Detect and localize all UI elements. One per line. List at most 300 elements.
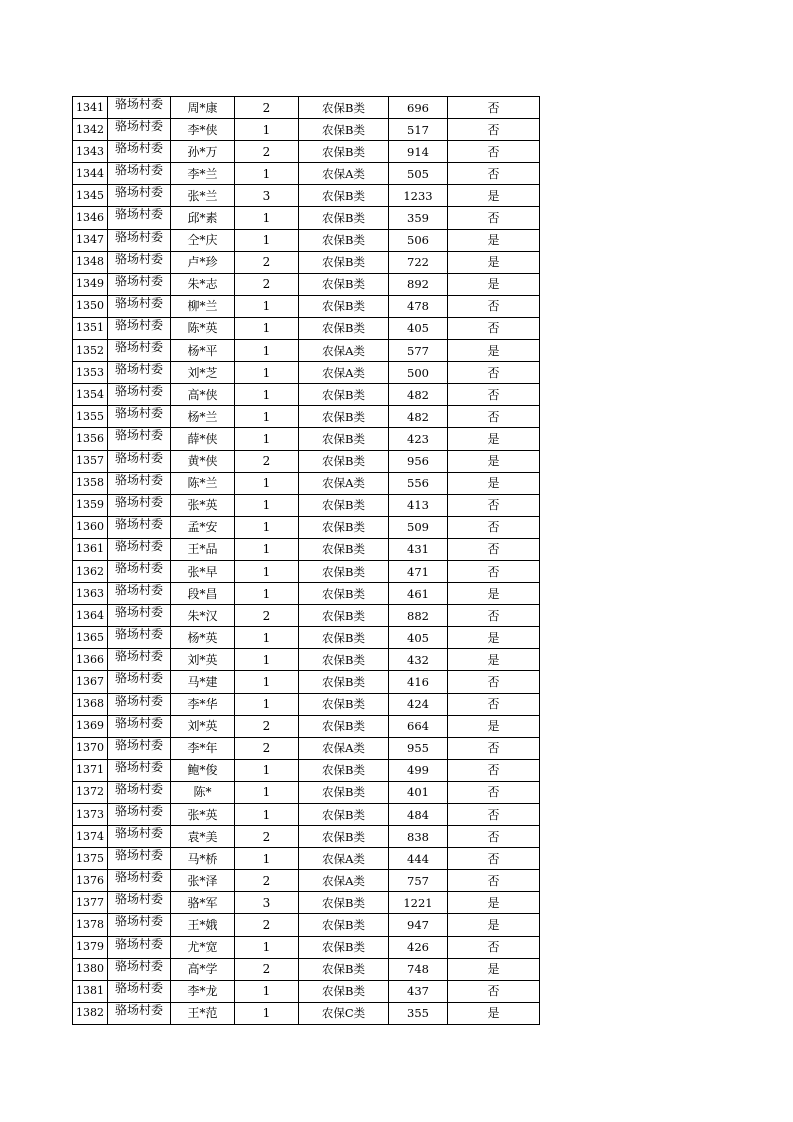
amount-cell: 556 [389, 472, 448, 494]
amount-cell: 484 [389, 804, 448, 826]
village-name-cell [108, 141, 171, 163]
insurance-type-cell: 农保B类 [299, 494, 389, 516]
table-row [73, 759, 540, 781]
amount-cell: 413 [389, 494, 448, 516]
flag-cell: 是 [448, 472, 540, 494]
row-index-cell: 1378 [73, 914, 108, 936]
flag-cell: 是 [448, 715, 540, 737]
village-name-text: 骆场村委 [114, 605, 163, 619]
person-name-cell: 孙*万 [171, 141, 235, 163]
village-name-text: 骆场村委 [114, 759, 163, 773]
table-row [73, 870, 540, 892]
amount-cell: 947 [389, 914, 448, 936]
person-name-cell: 邱*素 [171, 207, 235, 229]
row-index-cell: 1362 [73, 560, 108, 582]
amount-cell: 1233 [389, 185, 448, 207]
amount-cell: 505 [389, 163, 448, 185]
household-size-cell: 1 [235, 936, 299, 958]
person-name-cell: 杨*兰 [171, 406, 235, 428]
insurance-type-cell: 农保B类 [299, 671, 389, 693]
village-name-cell [108, 759, 171, 781]
table-row [73, 715, 540, 737]
amount-cell: 478 [389, 295, 448, 317]
row-index-cell: 1361 [73, 538, 108, 560]
insurance-type-cell: 农保A类 [299, 870, 389, 892]
household-size-cell: 1 [235, 583, 299, 605]
amount-cell: 444 [389, 848, 448, 870]
amount-cell: 509 [389, 516, 448, 538]
flag-cell: 是 [448, 251, 540, 273]
amount-cell: 748 [389, 958, 448, 980]
row-index-cell: 1353 [73, 362, 108, 384]
amount-cell: 405 [389, 627, 448, 649]
village-name-cell [108, 649, 171, 671]
village-name-text: 骆场村委 [114, 826, 163, 840]
person-name-cell: 李*侠 [171, 119, 235, 141]
insurance-type-cell: 农保B类 [299, 229, 389, 251]
household-size-cell: 1 [235, 428, 299, 450]
amount-cell: 506 [389, 229, 448, 251]
village-name-text: 骆场村委 [114, 229, 163, 243]
amount-cell: 955 [389, 737, 448, 759]
household-size-cell: 2 [235, 141, 299, 163]
person-name-cell: 张*泽 [171, 870, 235, 892]
village-name-text: 骆场村委 [114, 119, 163, 133]
table-row [73, 494, 540, 516]
row-index-cell: 1356 [73, 428, 108, 450]
insurance-type-cell: 农保B类 [299, 207, 389, 229]
row-index-cell: 1365 [73, 627, 108, 649]
village-name-cell [108, 251, 171, 273]
row-index-cell: 1348 [73, 251, 108, 273]
amount-cell: 471 [389, 560, 448, 582]
person-name-cell: 仝*庆 [171, 229, 235, 251]
table-row [73, 538, 540, 560]
village-name-cell [108, 627, 171, 649]
village-name-cell [108, 538, 171, 560]
row-index-cell: 1375 [73, 848, 108, 870]
person-name-cell: 刘*英 [171, 649, 235, 671]
village-name-cell [108, 97, 171, 119]
person-name-cell: 黄*侠 [171, 450, 235, 472]
insurance-type-cell: 农保B类 [299, 538, 389, 560]
household-size-cell: 2 [235, 826, 299, 848]
insurance-type-cell: 农保A类 [299, 737, 389, 759]
village-name-cell [108, 583, 171, 605]
person-name-cell: 陈*英 [171, 317, 235, 339]
flag-cell: 否 [448, 605, 540, 627]
person-name-cell: 马*建 [171, 671, 235, 693]
insurance-type-cell: 农保B类 [299, 627, 389, 649]
insurance-type-cell: 农保B类 [299, 605, 389, 627]
household-size-cell: 1 [235, 560, 299, 582]
flag-cell: 否 [448, 870, 540, 892]
table-row [73, 472, 540, 494]
village-name-text: 骆场村委 [114, 538, 163, 552]
village-name-cell [108, 693, 171, 715]
village-name-text: 骆场村委 [114, 450, 163, 464]
insurance-type-cell: 农保B类 [299, 185, 389, 207]
insurance-type-cell: 农保B类 [299, 516, 389, 538]
household-size-cell: 1 [235, 406, 299, 428]
village-name-text: 骆场村委 [114, 516, 163, 530]
flag-cell: 否 [448, 737, 540, 759]
amount-cell: 664 [389, 715, 448, 737]
person-name-cell: 王*范 [171, 1002, 235, 1024]
household-size-cell: 1 [235, 759, 299, 781]
village-name-cell [108, 295, 171, 317]
flag-cell: 否 [448, 826, 540, 848]
village-name-text: 骆场村委 [114, 406, 163, 420]
village-name-cell [108, 958, 171, 980]
household-size-cell: 1 [235, 1002, 299, 1024]
village-name-cell [108, 870, 171, 892]
flag-cell: 否 [448, 560, 540, 582]
amount-cell: 431 [389, 538, 448, 560]
village-name-cell [108, 892, 171, 914]
person-name-cell: 张*早 [171, 560, 235, 582]
household-size-cell: 1 [235, 362, 299, 384]
village-name-text: 骆场村委 [114, 340, 163, 354]
village-name-cell [108, 340, 171, 362]
table-row [73, 295, 540, 317]
table-row [73, 914, 540, 936]
row-index-cell: 1363 [73, 583, 108, 605]
village-name-text: 骆场村委 [114, 251, 163, 265]
insurance-type-cell: 农保B类 [299, 317, 389, 339]
amount-cell: 882 [389, 605, 448, 627]
village-name-text: 骆场村委 [114, 892, 163, 906]
insurance-type-cell: 农保B类 [299, 406, 389, 428]
person-name-cell: 李*年 [171, 737, 235, 759]
village-name-cell [108, 163, 171, 185]
village-name-cell [108, 384, 171, 406]
flag-cell: 是 [448, 649, 540, 671]
row-index-cell: 1347 [73, 229, 108, 251]
flag-cell: 是 [448, 185, 540, 207]
village-name-text: 骆场村委 [114, 848, 163, 862]
row-index-cell: 1349 [73, 273, 108, 295]
table-row [73, 97, 540, 119]
row-index-cell: 1351 [73, 317, 108, 339]
household-size-cell: 1 [235, 671, 299, 693]
village-name-text: 骆场村委 [114, 671, 163, 685]
row-index-cell: 1368 [73, 693, 108, 715]
flag-cell: 否 [448, 671, 540, 693]
household-size-cell: 2 [235, 958, 299, 980]
table-row [73, 958, 540, 980]
insurance-type-cell: 农保B类 [299, 97, 389, 119]
household-size-cell: 1 [235, 472, 299, 494]
household-size-cell: 2 [235, 97, 299, 119]
row-index-cell: 1369 [73, 715, 108, 737]
village-name-text: 骆场村委 [114, 781, 163, 795]
amount-cell: 499 [389, 759, 448, 781]
insurance-type-cell: 农保B类 [299, 826, 389, 848]
records-table [72, 96, 540, 1025]
table-row [73, 737, 540, 759]
flag-cell: 否 [448, 406, 540, 428]
table-row [73, 251, 540, 273]
village-name-text: 骆场村委 [114, 560, 163, 574]
amount-cell: 956 [389, 450, 448, 472]
row-index-cell: 1371 [73, 759, 108, 781]
village-name-text: 骆场村委 [114, 737, 163, 751]
household-size-cell: 1 [235, 163, 299, 185]
amount-cell: 416 [389, 671, 448, 693]
household-size-cell: 3 [235, 185, 299, 207]
flag-cell: 否 [448, 936, 540, 958]
row-index-cell: 1352 [73, 340, 108, 362]
row-index-cell: 1360 [73, 516, 108, 538]
row-index-cell: 1382 [73, 1002, 108, 1024]
insurance-type-cell: 农保B类 [299, 428, 389, 450]
household-size-cell: 1 [235, 494, 299, 516]
household-size-cell: 1 [235, 384, 299, 406]
village-name-text: 骆场村委 [114, 295, 163, 309]
insurance-type-cell: 农保A类 [299, 472, 389, 494]
person-name-cell: 陈* [171, 781, 235, 803]
person-name-cell: 杨*平 [171, 340, 235, 362]
household-size-cell: 1 [235, 295, 299, 317]
household-size-cell: 1 [235, 340, 299, 362]
flag-cell: 否 [448, 317, 540, 339]
village-name-cell [108, 362, 171, 384]
table-row [73, 317, 540, 339]
row-index-cell: 1376 [73, 870, 108, 892]
household-size-cell: 2 [235, 737, 299, 759]
flag-cell: 否 [448, 538, 540, 560]
person-name-cell: 高*学 [171, 958, 235, 980]
flag-cell: 是 [448, 229, 540, 251]
row-index-cell: 1346 [73, 207, 108, 229]
table-row [73, 892, 540, 914]
village-name-text: 骆场村委 [114, 185, 163, 199]
amount-cell: 432 [389, 649, 448, 671]
person-name-cell: 李*兰 [171, 163, 235, 185]
village-name-text: 骆场村委 [114, 384, 163, 398]
row-index-cell: 1374 [73, 826, 108, 848]
household-size-cell: 1 [235, 848, 299, 870]
household-size-cell: 2 [235, 715, 299, 737]
table-row [73, 560, 540, 582]
village-name-text: 骆场村委 [114, 317, 163, 331]
table-row [73, 980, 540, 1002]
amount-cell: 914 [389, 141, 448, 163]
village-name-cell [108, 980, 171, 1002]
person-name-cell: 李*华 [171, 693, 235, 715]
village-name-text: 骆场村委 [114, 936, 163, 950]
row-index-cell: 1344 [73, 163, 108, 185]
household-size-cell: 1 [235, 229, 299, 251]
table-row [73, 340, 540, 362]
household-size-cell: 3 [235, 892, 299, 914]
table-row [73, 185, 540, 207]
household-size-cell: 1 [235, 804, 299, 826]
flag-cell: 否 [448, 384, 540, 406]
village-name-cell [108, 804, 171, 826]
table-row [73, 516, 540, 538]
amount-cell: 423 [389, 428, 448, 450]
insurance-type-cell: 农保B类 [299, 649, 389, 671]
flag-cell: 否 [448, 119, 540, 141]
person-name-cell: 张*兰 [171, 185, 235, 207]
household-size-cell: 1 [235, 207, 299, 229]
village-name-text: 骆场村委 [114, 914, 163, 928]
table-row [73, 384, 540, 406]
row-index-cell: 1381 [73, 980, 108, 1002]
household-size-cell: 1 [235, 119, 299, 141]
village-name-cell [108, 914, 171, 936]
village-name-cell [108, 826, 171, 848]
village-name-cell [108, 185, 171, 207]
amount-cell: 437 [389, 980, 448, 1002]
row-index-cell: 1355 [73, 406, 108, 428]
village-name-text: 骆场村委 [114, 583, 163, 597]
village-name-cell [108, 781, 171, 803]
person-name-cell: 袁*美 [171, 826, 235, 848]
person-name-cell: 马*桥 [171, 848, 235, 870]
insurance-type-cell: 农保B类 [299, 295, 389, 317]
row-index-cell: 1350 [73, 295, 108, 317]
village-name-text: 骆场村委 [114, 362, 163, 376]
table-row [73, 804, 540, 826]
insurance-type-cell: 农保B类 [299, 583, 389, 605]
amount-cell: 424 [389, 693, 448, 715]
insurance-type-cell: 农保B类 [299, 251, 389, 273]
flag-cell: 是 [448, 583, 540, 605]
insurance-type-cell: 农保B类 [299, 914, 389, 936]
amount-cell: 482 [389, 384, 448, 406]
household-size-cell: 2 [235, 450, 299, 472]
flag-cell: 否 [448, 693, 540, 715]
village-name-cell [108, 848, 171, 870]
flag-cell: 否 [448, 295, 540, 317]
amount-cell: 426 [389, 936, 448, 958]
row-index-cell: 1372 [73, 781, 108, 803]
table-row [73, 141, 540, 163]
village-name-text: 骆场村委 [114, 649, 163, 663]
person-name-cell: 张*英 [171, 804, 235, 826]
flag-cell: 否 [448, 759, 540, 781]
village-name-text: 骆场村委 [114, 980, 163, 994]
flag-cell: 否 [448, 848, 540, 870]
row-index-cell: 1379 [73, 936, 108, 958]
household-size-cell: 1 [235, 980, 299, 1002]
insurance-type-cell: 农保B类 [299, 936, 389, 958]
amount-cell: 401 [389, 781, 448, 803]
table-row [73, 273, 540, 295]
insurance-type-cell: 农保B类 [299, 759, 389, 781]
table-row [73, 693, 540, 715]
table-row [73, 362, 540, 384]
person-name-cell: 段*昌 [171, 583, 235, 605]
person-name-cell: 朱*志 [171, 273, 235, 295]
village-name-cell [108, 428, 171, 450]
amount-cell: 757 [389, 870, 448, 892]
person-name-cell: 刘*芝 [171, 362, 235, 384]
insurance-type-cell: 农保B类 [299, 384, 389, 406]
village-name-text: 骆场村委 [114, 715, 163, 729]
row-index-cell: 1359 [73, 494, 108, 516]
table-row [73, 1002, 540, 1024]
flag-cell: 是 [448, 914, 540, 936]
village-name-text: 骆场村委 [114, 627, 163, 641]
table-row [73, 671, 540, 693]
person-name-cell: 陈*兰 [171, 472, 235, 494]
village-name-text: 骆场村委 [114, 1002, 163, 1016]
flag-cell: 否 [448, 804, 540, 826]
household-size-cell: 2 [235, 251, 299, 273]
insurance-type-cell: 农保A类 [299, 163, 389, 185]
row-index-cell: 1373 [73, 804, 108, 826]
household-size-cell: 1 [235, 538, 299, 560]
table-row [73, 207, 540, 229]
insurance-type-cell: 农保B类 [299, 715, 389, 737]
flag-cell: 否 [448, 362, 540, 384]
row-index-cell: 1366 [73, 649, 108, 671]
household-size-cell: 1 [235, 317, 299, 339]
village-name-text: 骆场村委 [114, 804, 163, 817]
flag-cell: 是 [448, 450, 540, 472]
insurance-type-cell: 农保B类 [299, 450, 389, 472]
flag-cell: 否 [448, 781, 540, 803]
flag-cell: 是 [448, 627, 540, 649]
row-index-cell: 1341 [73, 97, 108, 119]
row-index-cell: 1345 [73, 185, 108, 207]
flag-cell: 是 [448, 958, 540, 980]
village-name-cell [108, 450, 171, 472]
amount-cell: 500 [389, 362, 448, 384]
village-name-text: 骆场村委 [114, 494, 163, 508]
household-size-cell: 2 [235, 914, 299, 936]
household-size-cell: 1 [235, 627, 299, 649]
table-row [73, 163, 540, 185]
person-name-cell: 王*娥 [171, 914, 235, 936]
village-name-cell [108, 273, 171, 295]
insurance-type-cell: 农保B类 [299, 141, 389, 163]
row-index-cell: 1370 [73, 737, 108, 759]
flag-cell: 否 [448, 163, 540, 185]
flag-cell: 是 [448, 1002, 540, 1024]
row-index-cell: 1377 [73, 892, 108, 914]
row-index-cell: 1357 [73, 450, 108, 472]
village-name-cell [108, 494, 171, 516]
person-name-cell: 杨*英 [171, 627, 235, 649]
village-name-text: 骆场村委 [114, 870, 163, 884]
village-name-overflow [108, 1024, 170, 1025]
insurance-type-cell: 农保A类 [299, 362, 389, 384]
amount-cell: 722 [389, 251, 448, 273]
insurance-type-cell: 农保A类 [299, 340, 389, 362]
table-row [73, 848, 540, 870]
person-name-cell: 王*品 [171, 538, 235, 560]
village-name-text: 骆场村委 [114, 207, 163, 221]
village-name-cell [108, 671, 171, 693]
amount-cell: 696 [389, 97, 448, 119]
table-row [73, 627, 540, 649]
village-name-cell [108, 1002, 171, 1024]
flag-cell: 是 [448, 340, 540, 362]
insurance-type-cell: 农保B类 [299, 273, 389, 295]
amount-cell: 1221 [389, 892, 448, 914]
flag-cell: 否 [448, 980, 540, 1002]
person-name-cell: 李*龙 [171, 980, 235, 1002]
village-name-cell [108, 560, 171, 582]
insurance-type-cell: 农保B类 [299, 892, 389, 914]
household-size-cell: 2 [235, 273, 299, 295]
village-name-text: 骆场村委 [114, 97, 163, 110]
